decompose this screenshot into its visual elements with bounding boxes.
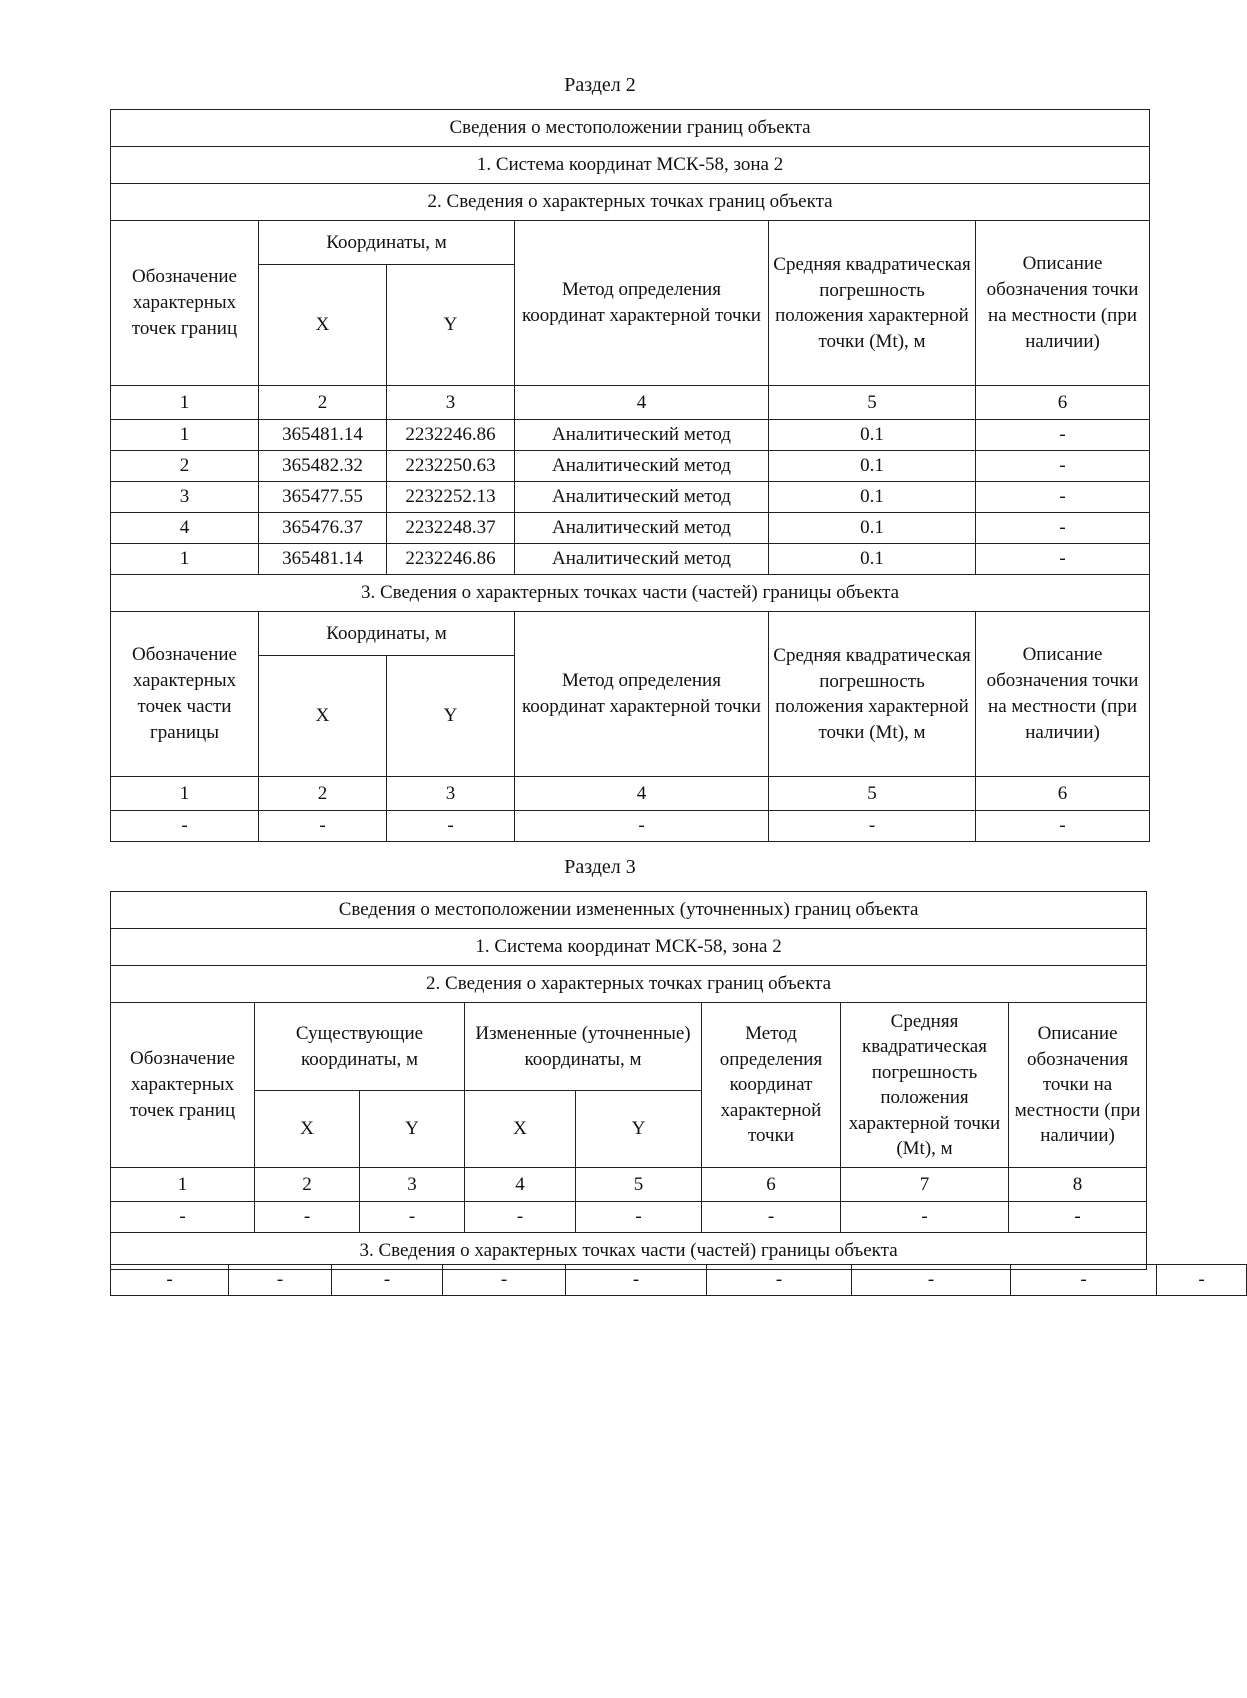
section-3-title: Раздел 3 xyxy=(564,856,636,878)
cell-description: - xyxy=(976,513,1150,544)
cell-error: 0.1 xyxy=(769,420,976,451)
cell-method: Аналитический метод xyxy=(515,451,769,482)
col-number: 4 xyxy=(515,386,769,420)
table-row xyxy=(111,1265,1247,1296)
table-header: Сведения о местоположении границ объекта xyxy=(111,110,1150,147)
table-cell: - xyxy=(332,1265,443,1296)
col-number: 5 xyxy=(769,777,976,811)
col-method: Метод определения координат характерной точки xyxy=(702,1003,841,1168)
col-description: Описание обозначения точки на местности (при наличии) xyxy=(976,221,1150,386)
table-cell: - xyxy=(576,1202,702,1233)
table-cell: - xyxy=(1157,1265,1247,1296)
cell-method: Аналитический метод xyxy=(515,513,769,544)
part-heading-row: 3. Сведения о характерных точках части (частей) границы объекта xyxy=(111,1233,1147,1270)
cell-x: 365481.14 xyxy=(259,420,387,451)
col-number: 2 xyxy=(255,1168,360,1202)
table-cell: - xyxy=(255,1202,360,1233)
table-cell: - xyxy=(852,1265,1011,1296)
table-row xyxy=(111,811,1150,842)
cell-method: Аналитический метод xyxy=(515,544,769,575)
cell-description: - xyxy=(976,811,1150,842)
cell-error: - xyxy=(769,811,976,842)
col-number: 3 xyxy=(360,1168,465,1202)
table-cell: - xyxy=(111,1265,229,1296)
cell-y: 2232250.63 xyxy=(387,451,515,482)
cell-point: 1 xyxy=(111,544,259,575)
cell-description: - xyxy=(976,420,1150,451)
col-changed-coordinates: Измененные (уточненные) координаты, м xyxy=(465,1003,702,1091)
points-heading-row: 2. Сведения о характерных точках границ объекта xyxy=(111,966,1147,1003)
col-method: Метод определения координат характерной точки xyxy=(515,612,769,777)
table-cell: - xyxy=(707,1265,852,1296)
cell-error: 0.1 xyxy=(769,451,976,482)
section-2-boundaries-table xyxy=(110,109,1150,842)
col-number: 2 xyxy=(259,777,387,811)
cell-y: - xyxy=(387,811,515,842)
col-number: 6 xyxy=(702,1168,841,1202)
cell-error: 0.1 xyxy=(769,544,976,575)
col-number: 7 xyxy=(841,1168,1009,1202)
cell-method: Аналитический метод xyxy=(515,420,769,451)
table-row xyxy=(111,451,1150,482)
cell-description: - xyxy=(976,544,1150,575)
cell-x: - xyxy=(259,811,387,842)
col-x: X xyxy=(259,656,387,777)
table-cell: - xyxy=(1009,1202,1147,1233)
section-3-boundaries-table xyxy=(110,891,1147,1270)
col-number: 6 xyxy=(976,386,1150,420)
table-row xyxy=(111,1202,1147,1233)
col-number: 2 xyxy=(259,386,387,420)
table-cell: - xyxy=(360,1202,465,1233)
cell-point: 3 xyxy=(111,482,259,513)
col-error: Средняя квадратическая погрешность положения характерной точки (Mt), м xyxy=(769,612,976,777)
col-number: 3 xyxy=(387,777,515,811)
section-3-part-table xyxy=(110,1264,1247,1296)
cell-description: - xyxy=(976,451,1150,482)
col-coordinates: Координаты, м xyxy=(259,612,515,656)
col-number: 1 xyxy=(111,386,259,420)
table-row xyxy=(111,420,1150,451)
col-number: 1 xyxy=(111,1168,255,1202)
col-number: 5 xyxy=(576,1168,702,1202)
col-y: Y xyxy=(387,265,515,386)
table-cell: - xyxy=(465,1202,576,1233)
table-cell: - xyxy=(443,1265,566,1296)
coord-system-row: 1. Система координат МСК-58, зона 2 xyxy=(111,147,1150,184)
col-description: Описание обозначения точки на местности (при наличии) xyxy=(1009,1003,1147,1168)
table-row xyxy=(111,544,1150,575)
cell-method: - xyxy=(515,811,769,842)
col-number: 8 xyxy=(1009,1168,1147,1202)
table-cell: - xyxy=(841,1202,1009,1233)
table-cell: - xyxy=(566,1265,707,1296)
cell-y: 2232248.37 xyxy=(387,513,515,544)
col-error: Средняя квадратическая погрешность положения характерной точки (Mt), м xyxy=(769,221,976,386)
col-number: 1 xyxy=(111,777,259,811)
col-changed-y: Y xyxy=(576,1091,702,1168)
col-changed-x: X xyxy=(465,1091,576,1168)
col-existing-coordinates: Существующие координаты, м xyxy=(255,1003,465,1091)
col-y: Y xyxy=(387,656,515,777)
col-method: Метод определения координат характерной точки xyxy=(515,221,769,386)
cell-x: 365481.14 xyxy=(259,544,387,575)
table-header: Сведения о местоположении измененных (уточненных) границ объекта xyxy=(111,892,1147,929)
section-2-title: Раздел 2 xyxy=(564,74,636,96)
col-x: X xyxy=(259,265,387,386)
cell-x: 365477.55 xyxy=(259,482,387,513)
col-coordinates: Координаты, м xyxy=(259,221,515,265)
cell-y: 2232252.13 xyxy=(387,482,515,513)
cell-y: 2232246.86 xyxy=(387,544,515,575)
cell-point: 1 xyxy=(111,420,259,451)
table-cell: - xyxy=(1011,1265,1157,1296)
col-number: 5 xyxy=(769,386,976,420)
cell-point: - xyxy=(111,811,259,842)
col-designation: Обозначение характерных точек границ xyxy=(111,221,259,386)
part-heading-row: 3. Сведения о характерных точках части (частей) границы объекта xyxy=(111,575,1150,612)
col-description: Описание обозначения точки на местности (при наличии) xyxy=(976,612,1150,777)
cell-x: 365482.32 xyxy=(259,451,387,482)
points-heading-row: 2. Сведения о характерных точках границ объекта xyxy=(111,184,1150,221)
col-existing-y: Y xyxy=(360,1091,465,1168)
col-existing-x: X xyxy=(255,1091,360,1168)
cell-description: - xyxy=(976,482,1150,513)
cell-point: 4 xyxy=(111,513,259,544)
col-number: 4 xyxy=(465,1168,576,1202)
table-row xyxy=(111,482,1150,513)
col-error: Средняя квадратическая погрешность положения характерной точки (Mt), м xyxy=(841,1003,1009,1168)
col-number: 4 xyxy=(515,777,769,811)
col-number: 3 xyxy=(387,386,515,420)
table-cell: - xyxy=(229,1265,332,1296)
coord-system-row: 1. Система координат МСК-58, зона 2 xyxy=(111,929,1147,966)
col-number: 6 xyxy=(976,777,1150,811)
col-designation: Обозначение характерных точек границ xyxy=(111,1003,255,1168)
cell-point: 2 xyxy=(111,451,259,482)
cell-method: Аналитический метод xyxy=(515,482,769,513)
table-row xyxy=(111,513,1150,544)
col-designation: Обозначение характерных точек части границы xyxy=(111,612,259,777)
cell-error: 0.1 xyxy=(769,513,976,544)
cell-x: 365476.37 xyxy=(259,513,387,544)
cell-y: 2232246.86 xyxy=(387,420,515,451)
table-cell: - xyxy=(702,1202,841,1233)
cell-error: 0.1 xyxy=(769,482,976,513)
table-cell: - xyxy=(111,1202,255,1233)
